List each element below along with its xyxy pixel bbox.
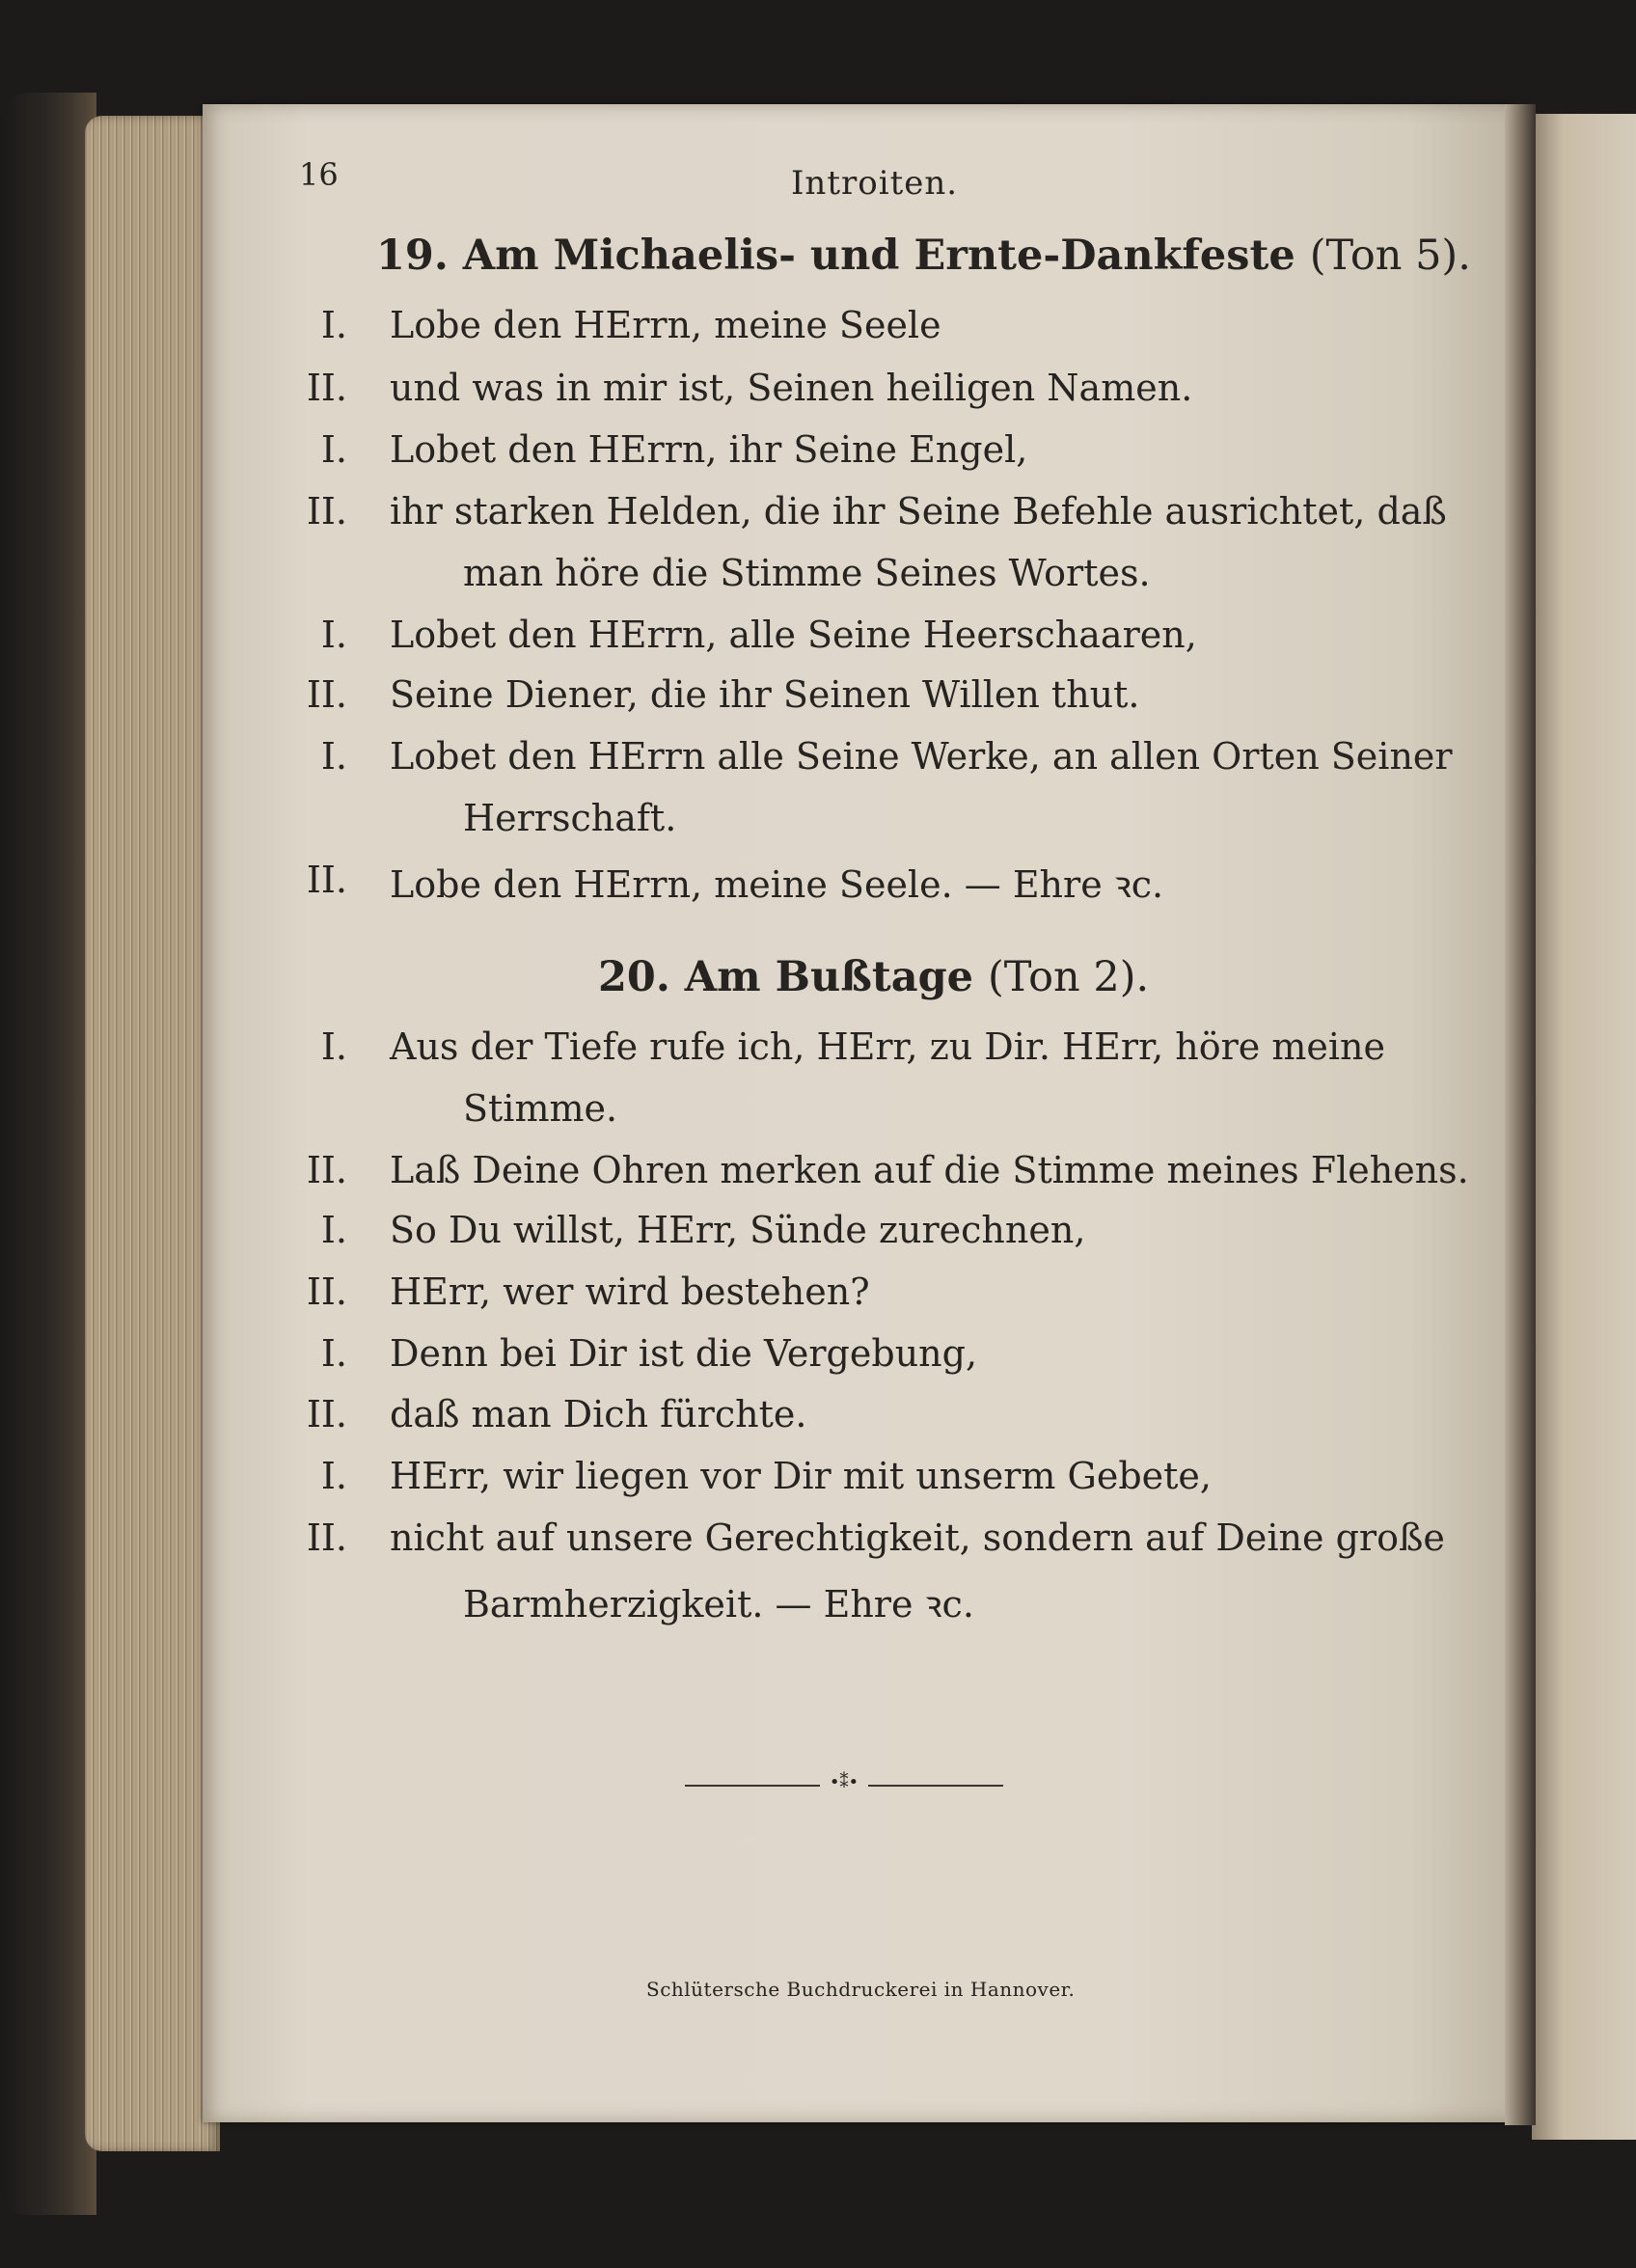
verse-text: ihr starken Helden, die ihr Seine Befehle ausrichtet, daß — [390, 490, 1447, 533]
verse-mark: I. — [320, 304, 347, 346]
book-cover-edge — [0, 93, 96, 2215]
verse-text: daß man Dich fürchte. — [390, 1393, 807, 1435]
verse-text: Lobe den HErrn, meine Seele — [390, 304, 941, 346]
verse-mark: II. — [306, 1149, 347, 1191]
verse-mark: II. — [306, 859, 347, 901]
verse-mark: II. — [306, 1517, 347, 1559]
section-heading-19 — [376, 232, 1471, 280]
verse-mark: I. — [320, 614, 347, 656]
rule-left — [685, 1785, 820, 1787]
rule-right — [868, 1785, 1003, 1787]
verse-mark: II. — [306, 1393, 347, 1435]
verse-text: und was in mir ist, Seinen heiligen Namen. — [390, 367, 1193, 409]
verse-text: Lobet den HErrn, alle Seine Heerschaaren, — [390, 614, 1197, 656]
page-block-edge — [85, 116, 220, 2151]
verse-text: Lobet den HErrn, ihr Seine Engel, — [390, 428, 1028, 471]
verse-continuation: Stimme. — [463, 1087, 618, 1130]
verse-text: Lobet den HErrn alle Seine Werke, an allen Orten Seiner — [390, 735, 1453, 778]
verse-text: Aus der Tiefe rufe ich, HErr, zu Dir. HErr, höre meine — [390, 1025, 1385, 1068]
verse-mark: II. — [306, 490, 347, 533]
verse-mark: I. — [320, 428, 347, 471]
page-number: 16 — [299, 156, 339, 193]
verse-text: Laß Deine Ohren merken auf die Stimme meines Flehens. — [390, 1149, 1469, 1191]
verse-text: HErr, wer wird bestehen? — [390, 1271, 870, 1313]
verse-mark: I. — [320, 1332, 347, 1375]
verse-continuation: man höre die Stimme Seines Wortes. — [463, 552, 1151, 594]
ornament-center: •⁑• — [829, 1772, 859, 1792]
verse-text: Lobe den HErrn, meine Seele. — Ehre ꝛc. — [390, 863, 1164, 906]
verse-mark: I. — [320, 1025, 347, 1068]
section-heading-text: 20. Am Bußtage — [598, 953, 974, 1001]
verse-mark: I. — [320, 735, 347, 778]
printer-imprint: Schlütersche Buchdruckerei in Hannover. — [646, 1978, 1076, 2001]
verse-mark: I. — [320, 1455, 347, 1497]
ornament-rule — [685, 1772, 1003, 1793]
verse-text: So Du willst, HErr, Sünde zurechnen, — [390, 1209, 1086, 1251]
section-tone: (Ton 2). — [988, 953, 1150, 1001]
verse-mark: II. — [306, 673, 347, 716]
verse-text: Seine Diener, die ihr Seinen Willen thut. — [390, 673, 1140, 716]
verse-continuation: Herrschaft. — [463, 797, 677, 839]
verse-mark: II. — [306, 367, 347, 409]
verse-mark: II. — [306, 1271, 347, 1313]
section-tone: (Ton 5). — [1309, 232, 1471, 280]
running-title: Introiten. — [791, 164, 959, 203]
verse-text: HErr, wir liegen vor Dir mit unserm Gebete, — [390, 1455, 1212, 1497]
verse-text: nicht auf unsere Gerechtigkeit, sondern auf Deine große — [390, 1517, 1445, 1559]
verse-mark: I. — [320, 1209, 347, 1251]
verse-continuation: Barmherzigkeit. — Ehre ꝛc. — [463, 1583, 974, 1626]
section-heading-20 — [598, 953, 1149, 1001]
verse-text: Denn bei Dir ist die Vergebung, — [390, 1332, 978, 1375]
section-heading-text: 19. Am Michaelis- und Ernte-Dankfeste — [376, 232, 1295, 280]
